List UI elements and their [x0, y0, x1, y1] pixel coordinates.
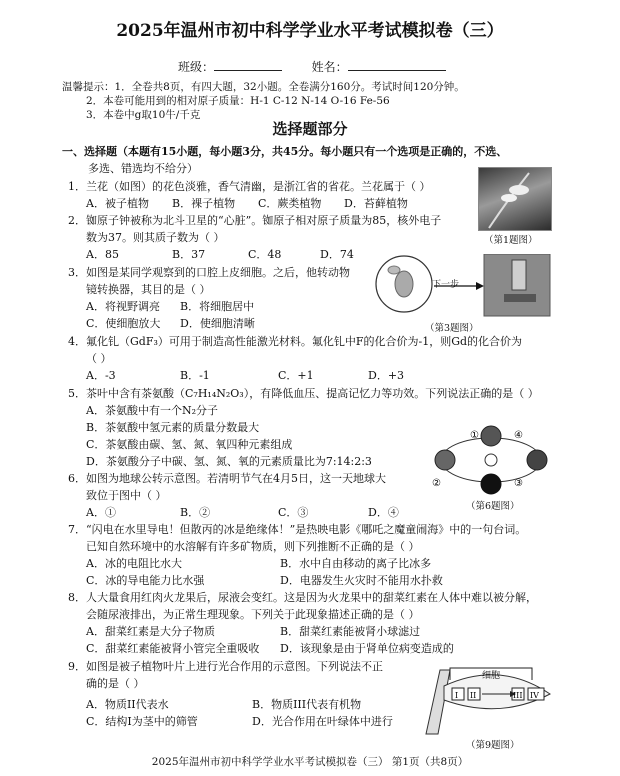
orbit-position-1: ①: [470, 430, 479, 441]
q6-option-b: B．②: [180, 506, 211, 519]
q7-option-b: B．水中自由移动的离子比冰多: [280, 557, 432, 570]
q7-option-c: C．冰的导电能力比水强: [86, 574, 205, 587]
q3-option-b: B．将细胞居中: [180, 300, 255, 313]
q9-option-a: A．物质II代表水: [86, 698, 169, 711]
q3-stem-line1: 3．如图是某同学观察到的口腔上皮细胞。之后，他转动物: [68, 266, 350, 279]
q5-option-b: B．茶氨酸中氢元素的质量分数最大: [86, 421, 260, 434]
q6-option-c: C．③: [278, 506, 309, 519]
q2-option-b: B．37: [172, 248, 206, 261]
class-blank: [214, 70, 282, 71]
orchid-flower-icon: [479, 168, 551, 230]
name-label: 姓名：: [311, 60, 348, 74]
earth-orbit-diagram: [430, 424, 552, 496]
q6-caption: （第6题图）: [466, 501, 520, 512]
q8-option-a: A．甜菜红素是大分子物质: [86, 625, 215, 638]
q2-option-d: D．74: [320, 248, 354, 261]
q1-caption: （第1题图）: [484, 235, 538, 246]
stem-icon: [426, 670, 450, 734]
q3-option-c: C．使细胞放大: [86, 317, 161, 330]
exam-title: 2025年温州市初中科学学业水平考试模拟卷（三）: [116, 21, 504, 41]
q7-stem-line1: 7．“闪电在水里导电！但散丙的冰是绝缘体！”是热映电影《哪吒之魔童闹海》中的一句台词。: [68, 523, 527, 536]
label-ii: II: [470, 691, 477, 700]
q3-option-d: D．使细胞清晰: [180, 317, 255, 330]
q8-option-d: D．该现象是由于肾单位病变造成的: [280, 642, 454, 655]
earth-icon: [481, 426, 501, 446]
q3-option-a: A．将视野调亮: [86, 300, 160, 313]
q2-stem-line1: 2．铷原子钟被称为北斗卫星的“心脏”。铷原子相对原子质量为85，核外电子: [68, 214, 442, 227]
q9-option-c: C．结构I为茎中的筛管: [86, 715, 198, 728]
q8-stem-line1: 8．人大量食用红肉火龙果后，尿液会变红。这是因为火龙果中的甜菜红素在人体中难以被分解，: [68, 591, 537, 604]
earth-icon: [481, 474, 501, 494]
q5-option-a: A．茶氨酸中有一个N₂分子: [86, 404, 218, 417]
q7-stem-line2: 已知自然环境中的水溶解有许多矿物质，则下列推断不正确的是（ ）: [86, 540, 420, 553]
q6-stem-line2: 致位于图中（ ）: [86, 489, 167, 502]
q4-stem-line1: 4．氟化钆（GdF₃）可用于制造高性能激光材料。氟化钆中F的化合价为-1，则Gd的化合价为: [68, 335, 523, 348]
q9-option-d: D．光合作用在叶绿体中进行: [252, 715, 393, 728]
q3-caption: （第3题图）: [425, 323, 479, 334]
q4-option-d: D．+3: [368, 369, 405, 382]
q4-option-a: A．-3: [86, 369, 116, 382]
q1-option-d: D．苔藓植物: [344, 197, 408, 210]
part1-intro-line1: 一、选择题（本题有15小题，每小题3分，共45分。每小题只有一个选项是正确的，不选、: [62, 145, 508, 158]
q8-stem-line2: 会随尿液排出，为正常生理现象。下列关于此现象描述正确的是（ ）: [86, 608, 420, 621]
q1-stem: 1．兰花（如图）的花色淡雅，香气清幽，是浙江省的省花。兰花属于（ ）: [68, 180, 431, 193]
name-blank: [348, 70, 446, 71]
leaf-photosynthesis-diagram: [420, 664, 554, 738]
tip-3: 3．本卷中g取10牛/千克: [86, 109, 201, 121]
q9-caption: （第9题图）: [466, 740, 520, 751]
tip-1: 温馨提示：1．全卷共8页，有四大题，32小题。全卷满分160分。考试时间120分钟。: [62, 81, 465, 93]
q3-figure: [372, 254, 552, 318]
q5-option-d: D．茶氨酸分子中碳、氢、氮、氧的元素质量比为7:14:2:3: [86, 455, 372, 468]
label-cell: 细胞: [482, 671, 501, 681]
q6-stem-line1: 6．如图为地球公转示意图。若清明节气在4月5日，这一天地球大: [68, 472, 386, 485]
page-footer: 2025年温州市初中科学学业水平考试模拟卷（三） 第1页（共8页）: [151, 756, 469, 768]
orbit-position-3: ③: [514, 478, 523, 489]
label-iii: III: [513, 691, 523, 700]
q2-option-a: A．85: [86, 248, 119, 261]
q1-option-c: C．蕨类植物: [258, 197, 322, 210]
q1-option-a: A．被子植物: [86, 197, 149, 210]
q8-option-c: C．甜菜红素能被肾小管完全重吸收: [86, 642, 260, 655]
q2-option-c: C．48: [248, 248, 282, 261]
orchid-photo: [478, 167, 552, 231]
q2-stem-line2: 数为37。则其质子数为（ ）: [86, 231, 225, 244]
q3-arrow-label: 下一步: [432, 280, 460, 290]
q7-option-d: D．电器发生火灾时不能用水扑救: [280, 574, 443, 587]
orbit-position-2: ②: [432, 478, 441, 489]
q9-stem-line1: 9．如图是被子植物叶片上进行光合作用的示意图。下列说法不正: [68, 660, 383, 673]
section-title: 选择题部分: [272, 120, 348, 138]
q4-option-c: C．+1: [278, 369, 314, 382]
q9-stem-line2: 确的是（ ）: [86, 677, 145, 690]
q1-option-b: B．裸子植物: [172, 197, 236, 210]
q9-option-b: B．物质III代表有机物: [252, 698, 362, 711]
q5-option-c: C．茶氨酸由碳、氢、氮、氧四种元素组成: [86, 438, 293, 451]
q6-option-d: D．④: [368, 506, 399, 519]
q8-option-b: B．甜菜红素能被肾小球滤过: [280, 625, 421, 638]
q3-stem-line2: 镜转换器，其目的是（ ）: [86, 283, 211, 296]
sun-icon: [485, 454, 497, 466]
q4-option-b: B．-1: [180, 369, 210, 382]
label-iv: IV: [530, 691, 539, 700]
earth-icon: [527, 450, 547, 470]
class-field: [178, 58, 446, 75]
q7-option-a: A．冰的电阻比水大: [86, 557, 182, 570]
label-i: I: [455, 691, 459, 700]
earth-icon: [435, 450, 455, 470]
orbit-position-4: ④: [514, 430, 523, 441]
q5-stem: 5．茶叶中含有茶氨酸（C₇H₁₄N₂O₃），有降低血压、提高记忆力等功效。下列说法正确的是（ ）: [68, 387, 539, 400]
class-label: 班级：: [178, 60, 215, 74]
tip-2: 2．本卷可能用到的相对原子质量：H-1 C-12 N-14 O-16 Fe-56: [86, 95, 390, 107]
q4-stem-line2: （ ）: [86, 352, 112, 365]
part1-intro-line2: 多选、错选均不给分）: [88, 162, 198, 175]
q6-option-a: A．①: [86, 506, 116, 519]
